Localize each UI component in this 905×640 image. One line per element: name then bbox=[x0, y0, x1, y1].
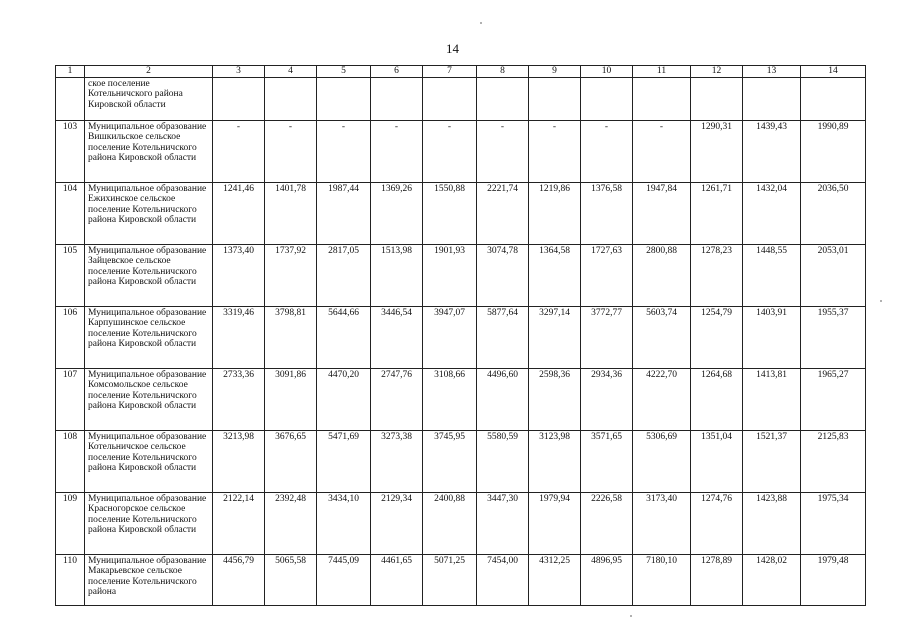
value-cell-col-9: 3123,98 bbox=[529, 431, 581, 493]
value-cell-col-7: - bbox=[423, 121, 477, 183]
value-cell-col-10: 3772,77 bbox=[581, 307, 633, 369]
value-cell-col-5: 3434,10 bbox=[317, 493, 371, 555]
table-row bbox=[56, 121, 866, 183]
column-header-12: 12 bbox=[691, 66, 743, 78]
value-cell-col-11: 3173,40 bbox=[633, 493, 691, 555]
value-cell-col-5: 2817,05 bbox=[317, 245, 371, 307]
tariff-table bbox=[55, 65, 866, 606]
value-cell-col-11: 5306,69 bbox=[633, 431, 691, 493]
value-cell-col-4: 3798,81 bbox=[265, 307, 317, 369]
municipality-name: ское поселение Котельничского района Кировской области bbox=[85, 78, 213, 121]
value-cell-col-13: 1423,88 bbox=[743, 493, 801, 555]
column-header-5: 5 bbox=[317, 66, 371, 78]
row-number: 110 bbox=[56, 555, 85, 606]
value-cell-col-5: 4470,20 bbox=[317, 369, 371, 431]
value-cell-col-9 bbox=[529, 78, 581, 121]
row-number: 108 bbox=[56, 431, 85, 493]
value-cell-col-13: 1521,37 bbox=[743, 431, 801, 493]
row-number: 105 bbox=[56, 245, 85, 307]
value-cell-col-8: 3074,78 bbox=[477, 245, 529, 307]
row-number: 107 bbox=[56, 369, 85, 431]
value-cell-col-10: 1376,58 bbox=[581, 183, 633, 245]
value-cell-col-3: 2733,36 bbox=[213, 369, 265, 431]
value-cell-col-4 bbox=[265, 78, 317, 121]
value-cell-col-3: 3213,98 bbox=[213, 431, 265, 493]
value-cell-col-5 bbox=[317, 78, 371, 121]
table-row bbox=[56, 307, 866, 369]
column-header-1: 1 bbox=[56, 66, 85, 78]
column-header-7: 7 bbox=[423, 66, 477, 78]
value-cell-col-13: 1428,02 bbox=[743, 555, 801, 606]
value-cell-col-8: 5877,64 bbox=[477, 307, 529, 369]
value-cell-col-11: 5603,74 bbox=[633, 307, 691, 369]
value-cell-col-13: 1413,81 bbox=[743, 369, 801, 431]
value-cell-col-7: 3947,07 bbox=[423, 307, 477, 369]
value-cell-col-14: 2125,83 bbox=[801, 431, 866, 493]
value-cell-col-4: 3676,65 bbox=[265, 431, 317, 493]
table-row bbox=[56, 78, 866, 121]
value-cell-col-9: 3297,14 bbox=[529, 307, 581, 369]
municipality-name: Муниципальное образование Макарьевское сельское поселение Котельничского района bbox=[85, 555, 213, 606]
page-number: 14 bbox=[446, 41, 459, 56]
value-cell-col-14: 1955,37 bbox=[801, 307, 866, 369]
value-cell-col-13: 1448,55 bbox=[743, 245, 801, 307]
municipality-name: Муниципальное образование Красногорское сельское поселение Котельничского района Кировской области bbox=[85, 493, 213, 555]
municipality-name: Муниципальное образование Котельничское сельское поселение Котельничского района Кировской области bbox=[85, 431, 213, 493]
table-row bbox=[56, 431, 866, 493]
value-cell-col-12: 1264,68 bbox=[691, 369, 743, 431]
header-row bbox=[56, 66, 866, 78]
value-cell-col-10: 3571,65 bbox=[581, 431, 633, 493]
column-header-13: 13 bbox=[743, 66, 801, 78]
value-cell-col-13 bbox=[743, 78, 801, 121]
scan-speck bbox=[480, 22, 482, 24]
value-cell-col-14: 2053,01 bbox=[801, 245, 866, 307]
value-cell-col-6: - bbox=[371, 121, 423, 183]
column-header-9: 9 bbox=[529, 66, 581, 78]
value-cell-col-12: 1274,76 bbox=[691, 493, 743, 555]
value-cell-col-7: 3108,66 bbox=[423, 369, 477, 431]
table-row bbox=[56, 555, 866, 606]
value-cell-col-11: 7180,10 bbox=[633, 555, 691, 606]
value-cell-col-8: - bbox=[477, 121, 529, 183]
value-cell-col-8 bbox=[477, 78, 529, 121]
value-cell-col-12: 1278,89 bbox=[691, 555, 743, 606]
value-cell-col-3: 2122,14 bbox=[213, 493, 265, 555]
value-cell-col-10: 1727,63 bbox=[581, 245, 633, 307]
value-cell-col-7 bbox=[423, 78, 477, 121]
value-cell-col-12: 1351,04 bbox=[691, 431, 743, 493]
municipality-name: Муниципальное образование Зайцевское сельское поселение Котельничского района Кировской области bbox=[85, 245, 213, 307]
value-cell-col-4: 3091,86 bbox=[265, 369, 317, 431]
column-header-3: 3 bbox=[213, 66, 265, 78]
row-number: 109 bbox=[56, 493, 85, 555]
column-header-14: 14 bbox=[801, 66, 866, 78]
value-cell-col-6: 3273,38 bbox=[371, 431, 423, 493]
column-header-6: 6 bbox=[371, 66, 423, 78]
value-cell-col-6: 4461,65 bbox=[371, 555, 423, 606]
row-number: 103 bbox=[56, 121, 85, 183]
value-cell-col-7: 3745,95 bbox=[423, 431, 477, 493]
municipality-name: Муниципальное образование Комсомольское сельское поселение Котельничского района Кировской области bbox=[85, 369, 213, 431]
value-cell-col-6: 1513,98 bbox=[371, 245, 423, 307]
scan-speck bbox=[880, 300, 882, 302]
value-cell-col-3: - bbox=[213, 121, 265, 183]
value-cell-col-5: - bbox=[317, 121, 371, 183]
value-cell-col-13: 1432,04 bbox=[743, 183, 801, 245]
value-cell-col-11: 4222,70 bbox=[633, 369, 691, 431]
value-cell-col-8: 4496,60 bbox=[477, 369, 529, 431]
value-cell-col-7: 2400,88 bbox=[423, 493, 477, 555]
value-cell-col-12: 1261,71 bbox=[691, 183, 743, 245]
value-cell-col-11: 1947,84 bbox=[633, 183, 691, 245]
value-cell-col-14 bbox=[801, 78, 866, 121]
scan-speck bbox=[630, 615, 632, 617]
value-cell-col-6: 2747,76 bbox=[371, 369, 423, 431]
value-cell-col-14: 1979,48 bbox=[801, 555, 866, 606]
municipality-name: Муниципальное образование Ежихинское сельское поселение Котельничского района Кировской области bbox=[85, 183, 213, 245]
value-cell-col-5: 7445,09 bbox=[317, 555, 371, 606]
value-cell-col-6: 3446,54 bbox=[371, 307, 423, 369]
value-cell-col-13: 1403,91 bbox=[743, 307, 801, 369]
value-cell-col-4: 2392,48 bbox=[265, 493, 317, 555]
value-cell-col-10 bbox=[581, 78, 633, 121]
value-cell-col-3: 4456,79 bbox=[213, 555, 265, 606]
value-cell-col-3: 1241,46 bbox=[213, 183, 265, 245]
value-cell-col-3 bbox=[213, 78, 265, 121]
value-cell-col-12: 1254,79 bbox=[691, 307, 743, 369]
value-cell-col-5: 5644,66 bbox=[317, 307, 371, 369]
table-row bbox=[56, 245, 866, 307]
value-cell-col-9: 4312,25 bbox=[529, 555, 581, 606]
municipality-name: Муниципальное образование Вишкильское сельское поселение Котельничского района Кировской области bbox=[85, 121, 213, 183]
value-cell-col-10: 2226,58 bbox=[581, 493, 633, 555]
table-row bbox=[56, 369, 866, 431]
value-cell-col-8: 7454,00 bbox=[477, 555, 529, 606]
municipality-name: Муниципальное образование Карпушинское сельское поселение Котельничского района Кировской области bbox=[85, 307, 213, 369]
value-cell-col-4: - bbox=[265, 121, 317, 183]
value-cell-col-9: 1979,94 bbox=[529, 493, 581, 555]
value-cell-col-10: 4896,95 bbox=[581, 555, 633, 606]
value-cell-col-7: 1901,93 bbox=[423, 245, 477, 307]
value-cell-col-3: 3319,46 bbox=[213, 307, 265, 369]
column-header-8: 8 bbox=[477, 66, 529, 78]
value-cell-col-6 bbox=[371, 78, 423, 121]
value-cell-col-5: 5471,69 bbox=[317, 431, 371, 493]
table-row bbox=[56, 493, 866, 555]
value-cell-col-9: 2598,36 bbox=[529, 369, 581, 431]
column-header-2: 2 bbox=[85, 66, 213, 78]
value-cell-col-10: 2934,36 bbox=[581, 369, 633, 431]
row-number: 104 bbox=[56, 183, 85, 245]
value-cell-col-12 bbox=[691, 78, 743, 121]
value-cell-col-10: - bbox=[581, 121, 633, 183]
value-cell-col-3: 1373,40 bbox=[213, 245, 265, 307]
value-cell-col-6: 2129,34 bbox=[371, 493, 423, 555]
value-cell-col-7: 5071,25 bbox=[423, 555, 477, 606]
table-row bbox=[56, 183, 866, 245]
column-header-11: 11 bbox=[633, 66, 691, 78]
value-cell-col-12: 1278,23 bbox=[691, 245, 743, 307]
value-cell-col-4: 1401,78 bbox=[265, 183, 317, 245]
value-cell-col-8: 5580,59 bbox=[477, 431, 529, 493]
value-cell-col-8: 3447,30 bbox=[477, 493, 529, 555]
value-cell-col-14: 1975,34 bbox=[801, 493, 866, 555]
value-cell-col-9: 1364,58 bbox=[529, 245, 581, 307]
value-cell-col-5: 1987,44 bbox=[317, 183, 371, 245]
value-cell-col-14: 1965,27 bbox=[801, 369, 866, 431]
value-cell-col-11: - bbox=[633, 121, 691, 183]
value-cell-col-4: 5065,58 bbox=[265, 555, 317, 606]
value-cell-col-6: 1369,26 bbox=[371, 183, 423, 245]
column-header-10: 10 bbox=[581, 66, 633, 78]
value-cell-col-9: 1219,86 bbox=[529, 183, 581, 245]
value-cell-col-11: 2800,88 bbox=[633, 245, 691, 307]
value-cell-col-12: 1290,31 bbox=[691, 121, 743, 183]
value-cell-col-9: - bbox=[529, 121, 581, 183]
value-cell-col-11 bbox=[633, 78, 691, 121]
value-cell-col-14: 2036,50 bbox=[801, 183, 866, 245]
value-cell-col-13: 1439,43 bbox=[743, 121, 801, 183]
table-body bbox=[56, 78, 866, 606]
value-cell-col-7: 1550,88 bbox=[423, 183, 477, 245]
value-cell-col-14: 1990,89 bbox=[801, 121, 866, 183]
column-header-4: 4 bbox=[265, 66, 317, 78]
value-cell-col-4: 1737,92 bbox=[265, 245, 317, 307]
row-number bbox=[56, 78, 85, 121]
row-number: 106 bbox=[56, 307, 85, 369]
value-cell-col-8: 2221,74 bbox=[477, 183, 529, 245]
